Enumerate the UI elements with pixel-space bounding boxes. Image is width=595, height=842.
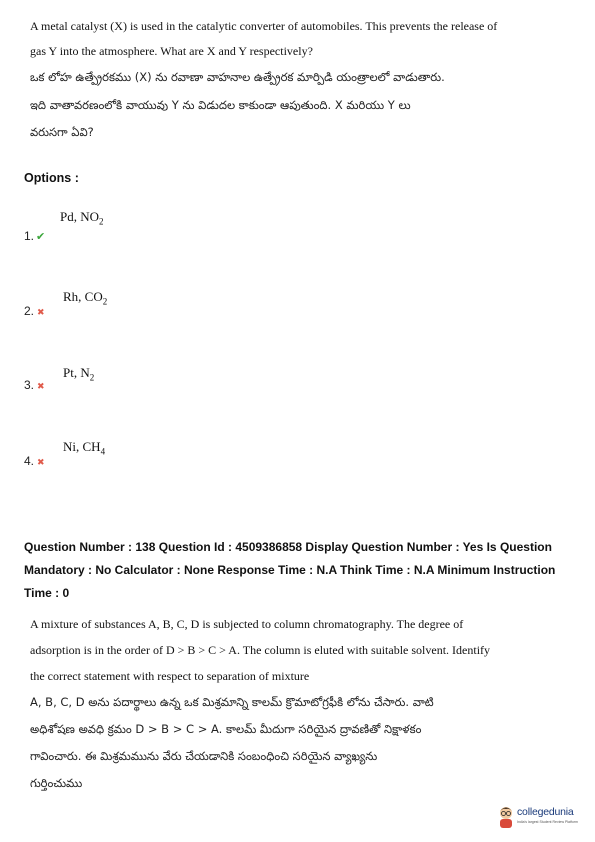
question-telugu-line: వరుసగా ఏవి? xyxy=(30,125,94,139)
option-number: 4. xyxy=(24,454,35,468)
question-telugu-line: ఇది వాతావరణంలోకి వాయువు Y ను విడుదల కాకుండా ఆపుతుంది. X మరియు Y లు xyxy=(30,98,411,112)
question-138-text xyxy=(30,611,570,797)
question-meta-line: Time : 0 xyxy=(24,586,70,600)
question-telugu-line: A, B, C, D అను పదార్థాలు ఉన్న ఒక మిశ్రమాన్ని కాలమ్ క్రొమాటోగ్రఫీకి లోను చేసారు. వాటి xyxy=(30,695,434,709)
question-telugu-line: అధిశోషణ అవధి క్రమం D > B > C > A. కాలమ్ మీదుగా సరియైన ద్రావణితో నిక్షాళకం xyxy=(30,722,422,736)
question-meta xyxy=(24,536,584,605)
question-english-line: adsorption is in the order of D > B > C > A. The column is eluted with suitable solvent. Identify xyxy=(30,643,491,657)
option-3-text[interactable] xyxy=(63,365,94,383)
option-2-subscript: 2 xyxy=(102,296,108,307)
option-3-number xyxy=(24,378,45,392)
logo-name: collegedunia xyxy=(517,806,574,818)
question-telugu-line: గుర్తించుము xyxy=(30,776,83,790)
option-1-main: Pd, NO xyxy=(60,209,100,224)
option-3-main: Pt, N xyxy=(63,365,90,380)
question-telugu-line: గావించారు. ఈ మిశ్రమమును వేరు చేయడానికి సంబంధించి సరియైన వ్యాఖ్యను xyxy=(30,749,378,763)
option-number: 2. xyxy=(24,304,35,318)
cross-icon: ✖ xyxy=(37,457,45,467)
cross-icon: ✖ xyxy=(37,381,45,391)
option-4-main: Ni, CH xyxy=(63,439,101,454)
option-2-main: Rh, CO xyxy=(63,289,103,304)
mascot-icon xyxy=(497,805,515,829)
option-4-subscript: 4 xyxy=(100,446,106,457)
question-english-line: A mixture of substances A, B, C, D is subjected to column chromatography. The degree of xyxy=(30,617,464,631)
question-english-line: gas Y into the atmosphere. What are X and Y respectively? xyxy=(30,44,313,58)
question-meta-line: Question Number : 138 Question Id : 4509386858 Display Question Number : Yes Is Question xyxy=(24,540,552,554)
option-3-subscript: 2 xyxy=(89,372,95,383)
option-number: 1. xyxy=(24,229,35,243)
question-meta-line: Mandatory : No Calculator : None Response Time : N.A Think Time : N.A Minimum Instruction xyxy=(24,563,556,577)
question-137-text xyxy=(30,14,570,146)
option-2-text[interactable] xyxy=(63,289,107,307)
question-english-line: the correct statement with respect to separation of mixture xyxy=(30,669,310,683)
option-1-number xyxy=(24,229,45,243)
option-1-text[interactable] xyxy=(60,209,104,227)
question-telugu-line: ఒక లోహ ఉత్ప్రేరకము (X) ను రవాణా వాహనాల ఉత్ప్రేరక మార్పిడి యంత్రాలలో వాడుతారు. xyxy=(30,70,445,84)
option-2-number xyxy=(24,304,45,318)
option-1-subscript: 2 xyxy=(99,216,104,227)
logo-tagline: India's largest Student Review Platform xyxy=(517,820,578,824)
option-4-text[interactable] xyxy=(63,439,105,457)
question-english-line: A metal catalyst (X) is used in the catalytic converter of automobiles. This prevents the release of xyxy=(30,19,498,33)
option-number: 3. xyxy=(24,378,35,392)
options-label: Options : xyxy=(24,171,79,185)
cross-icon: ✖ xyxy=(37,307,45,317)
check-icon: ✔ xyxy=(36,231,46,243)
option-4-number xyxy=(24,454,45,468)
collegedunia-logo[interactable] xyxy=(497,803,585,831)
